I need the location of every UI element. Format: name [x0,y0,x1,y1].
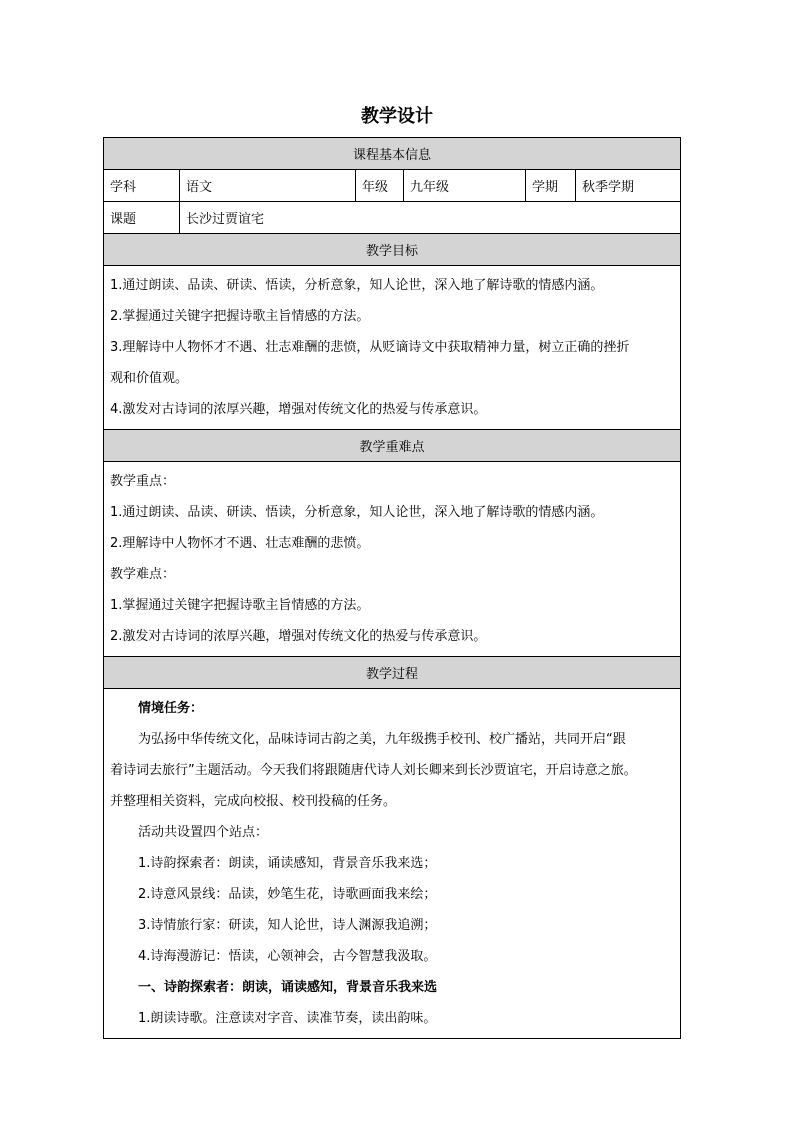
process-header: 教学过程 [104,657,681,689]
topic-label: 课题 [104,202,180,234]
objective-item: 4.激发对古诗词的浓厚兴趣，增强对传统文化的热爱与传承意识。 [110,402,487,417]
grade-value: 九年级 [404,170,526,202]
info-row-subject [104,170,681,202]
process-content [104,689,681,1039]
document-title: 教学设计 [361,106,433,127]
objective-item-continued: 观和价值观。 [110,371,189,386]
station-item: 2.诗意风景线：品读，妙笔生花，诗歌画面我来绘； [138,887,437,902]
subject-value: 语文 [180,170,356,202]
objective-item: 2.掌握通过关键字把握诗歌主旨情感的方法。 [110,309,370,324]
stations-intro: 活动共设置四个站点： [138,825,269,840]
info-row-topic [104,202,681,234]
objectives-header: 教学目标 [104,234,681,266]
key-points-header: 教学重难点 [104,430,681,462]
process-row [104,689,681,1039]
key-points-header-row [104,430,681,462]
difficulty-item: 1.掌握通过关键字把握诗歌主旨情感的方法。 [110,598,370,613]
lesson-plan-table [103,137,681,1039]
task-line: 为弘扬中华传统文化，品味诗词古韵之美，九年级携手校刊、校广播站，共同开启“跟 [138,732,626,747]
section-one-step: 1.朗读诗歌。注意读对字音、读准节奏，读出韵味。 [138,1011,437,1026]
objective-item: 3.理解诗中人物怀才不遇、壮志难酬的悲愤，从贬谪诗文中获取精神力量，树立正确的挫折 [110,340,630,355]
basic-info-header: 课程基本信息 [104,138,681,170]
objectives-content [104,266,681,430]
key-points-row [104,462,681,657]
subject-label: 学科 [104,170,180,202]
objectives-row [104,266,681,430]
term-label: 学期 [526,170,576,202]
difficulty-label: 教学难点： [110,567,176,582]
term-value: 秋季学期 [576,170,681,202]
key-points-content [104,462,681,657]
station-item: 4.诗海漫游记：悟读，心领神会，古今智慧我汲取。 [138,949,437,964]
objective-item: 1.通过朗读、品读、研读、悟读，分析意象，知人论世，深入地了解诗歌的情感内涵。 [110,278,604,293]
topic-value: 长沙过贾谊宅 [180,202,681,234]
basic-info-header-row [104,138,681,170]
process-header-row [104,657,681,689]
task-line: 着诗词去旅行”主题活动。今天我们将跟随唐代诗人刘长卿来到长沙贾谊宅，开启诗意之旅。 [110,763,637,778]
station-item: 1.诗韵探索者：朗读，诵读感知，背景音乐我来选； [138,856,437,871]
focus-label: 教学重点： [110,474,176,489]
section-one-title: 一、诗韵探索者：朗读，诵读感知，背景音乐我来选 [138,980,438,995]
difficulty-item: 2.激发对古诗词的浓厚兴趣，增强对传统文化的热爱与传承意识。 [110,629,487,644]
task-line: 并整理相关资料，完成向校报、校刊投稿的任务。 [110,794,397,809]
task-label: 情境任务： [138,701,204,716]
objectives-header-row [104,234,681,266]
focus-item: 1.通过朗读、品读、研读、悟读，分析意象，知人论世，深入地了解诗歌的情感内涵。 [110,505,604,520]
focus-item: 2.理解诗中人物怀才不遇、壮志难酬的悲愤。 [110,536,370,551]
grade-label: 年级 [356,170,404,202]
station-item: 3.诗情旅行家：研读，知人论世，诗人渊源我追溯； [138,918,437,933]
